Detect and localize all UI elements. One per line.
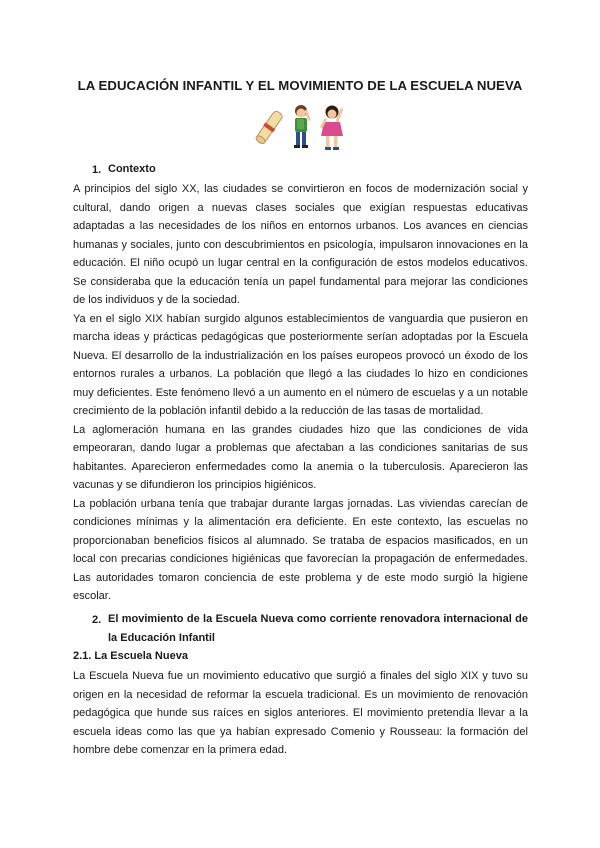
- page-title: LA EDUCACIÓN INFANTIL Y EL MOVIMIENTO DE LA ESCUELA NUEVA: [77, 78, 523, 93]
- paragraph: La Escuela Nueva fue un movimiento educativo que surgió a finales del siglo XIX y tuvo su origen en la necesidad de reformar la escuela tradicional. Es un movimiento de renovación pedagógica que hunde sus raíces en siglos anteriores. El movimiento pretendía llevar a la escuela ideas como las que ya habían expresado Comenio y Rousseau: la formación del hombre debe comenzar en la primera edad.: [73, 670, 528, 756]
- section-1-body: [73, 180, 528, 606]
- section-1-number: 1.: [92, 164, 102, 176]
- subsection-2-1-heading: 2.1. La Escuela Nueva: [73, 650, 188, 662]
- paragraph: La población urbana tenía que trabajar durante largas jornadas. Las viviendas carecían de condiciones mínimas y la alimentación era deficiente. En este contexto, las escuelas no proporcionaban beneficios físicos al alumnado. Se trataba de espacios masificados, en un local con precarias condiciones higiénicas que favorecían la propagación de enfermedades. Las autoridades tomaron conciencia de este problema y de este modo surgió la higiene escolar.: [73, 497, 528, 602]
- section-2-heading: El movimiento de la Escuela Nueva como corriente renovadora internacional de la Educación Infantil: [108, 613, 528, 644]
- paragraph: La aglomeración humana en las grandes ciudades hizo que las condiciones de vida empeoraran, dando lugar a problemas que afectaban a las condiciones sanitarias de sus habitantes. Aparecieron enfermedades como la anemia o la tuberculosis. Aparecieron las vacunas y se difundieron los principios higiénicos.: [73, 423, 528, 491]
- paragraph: A principios del siglo XX, las ciudades se convirtieron en focos de modernización social y cultural, dando origen a nuevas clases sociales que exigían respuestas educativas adaptadas a las necesidades de los niños en entornos urbanos. Los avances en ciencias humanas y sociales, junto con descubrimientos en psicología, impulsaron innovaciones en la educación. El niño ocupó un lugar central en la configuración de estos modelos educativos. Se consideraba que la educación tenía un papel fundamental para mejorar las condiciones de los individuos y de la sociedad.: [73, 183, 528, 306]
- children-with-diploma-illustration-icon: [250, 100, 354, 154]
- subsection-2-1-body: [73, 667, 528, 760]
- paragraph: Ya en el siglo XIX habían surgido algunos establecimientos de vanguardia que pusieron en marcha ideas y prácticas pedagógicas que posteriormente serían adoptadas por la Escuela Nueva. El desarrollo de la industrialización en los países europeos provocó un éxodo de los entornos rurales a urbanos. La población que llegó a las ciudades lo hizo en condiciones muy deficientes. Este fenómeno llevó a un aumento en el número de escuelas y a un notable crecimiento de la población infantil debido a la reducción de las tasas de mortalidad.: [73, 312, 528, 417]
- section-2-number: 2.: [92, 614, 102, 626]
- section-1-heading: Contexto: [108, 163, 156, 175]
